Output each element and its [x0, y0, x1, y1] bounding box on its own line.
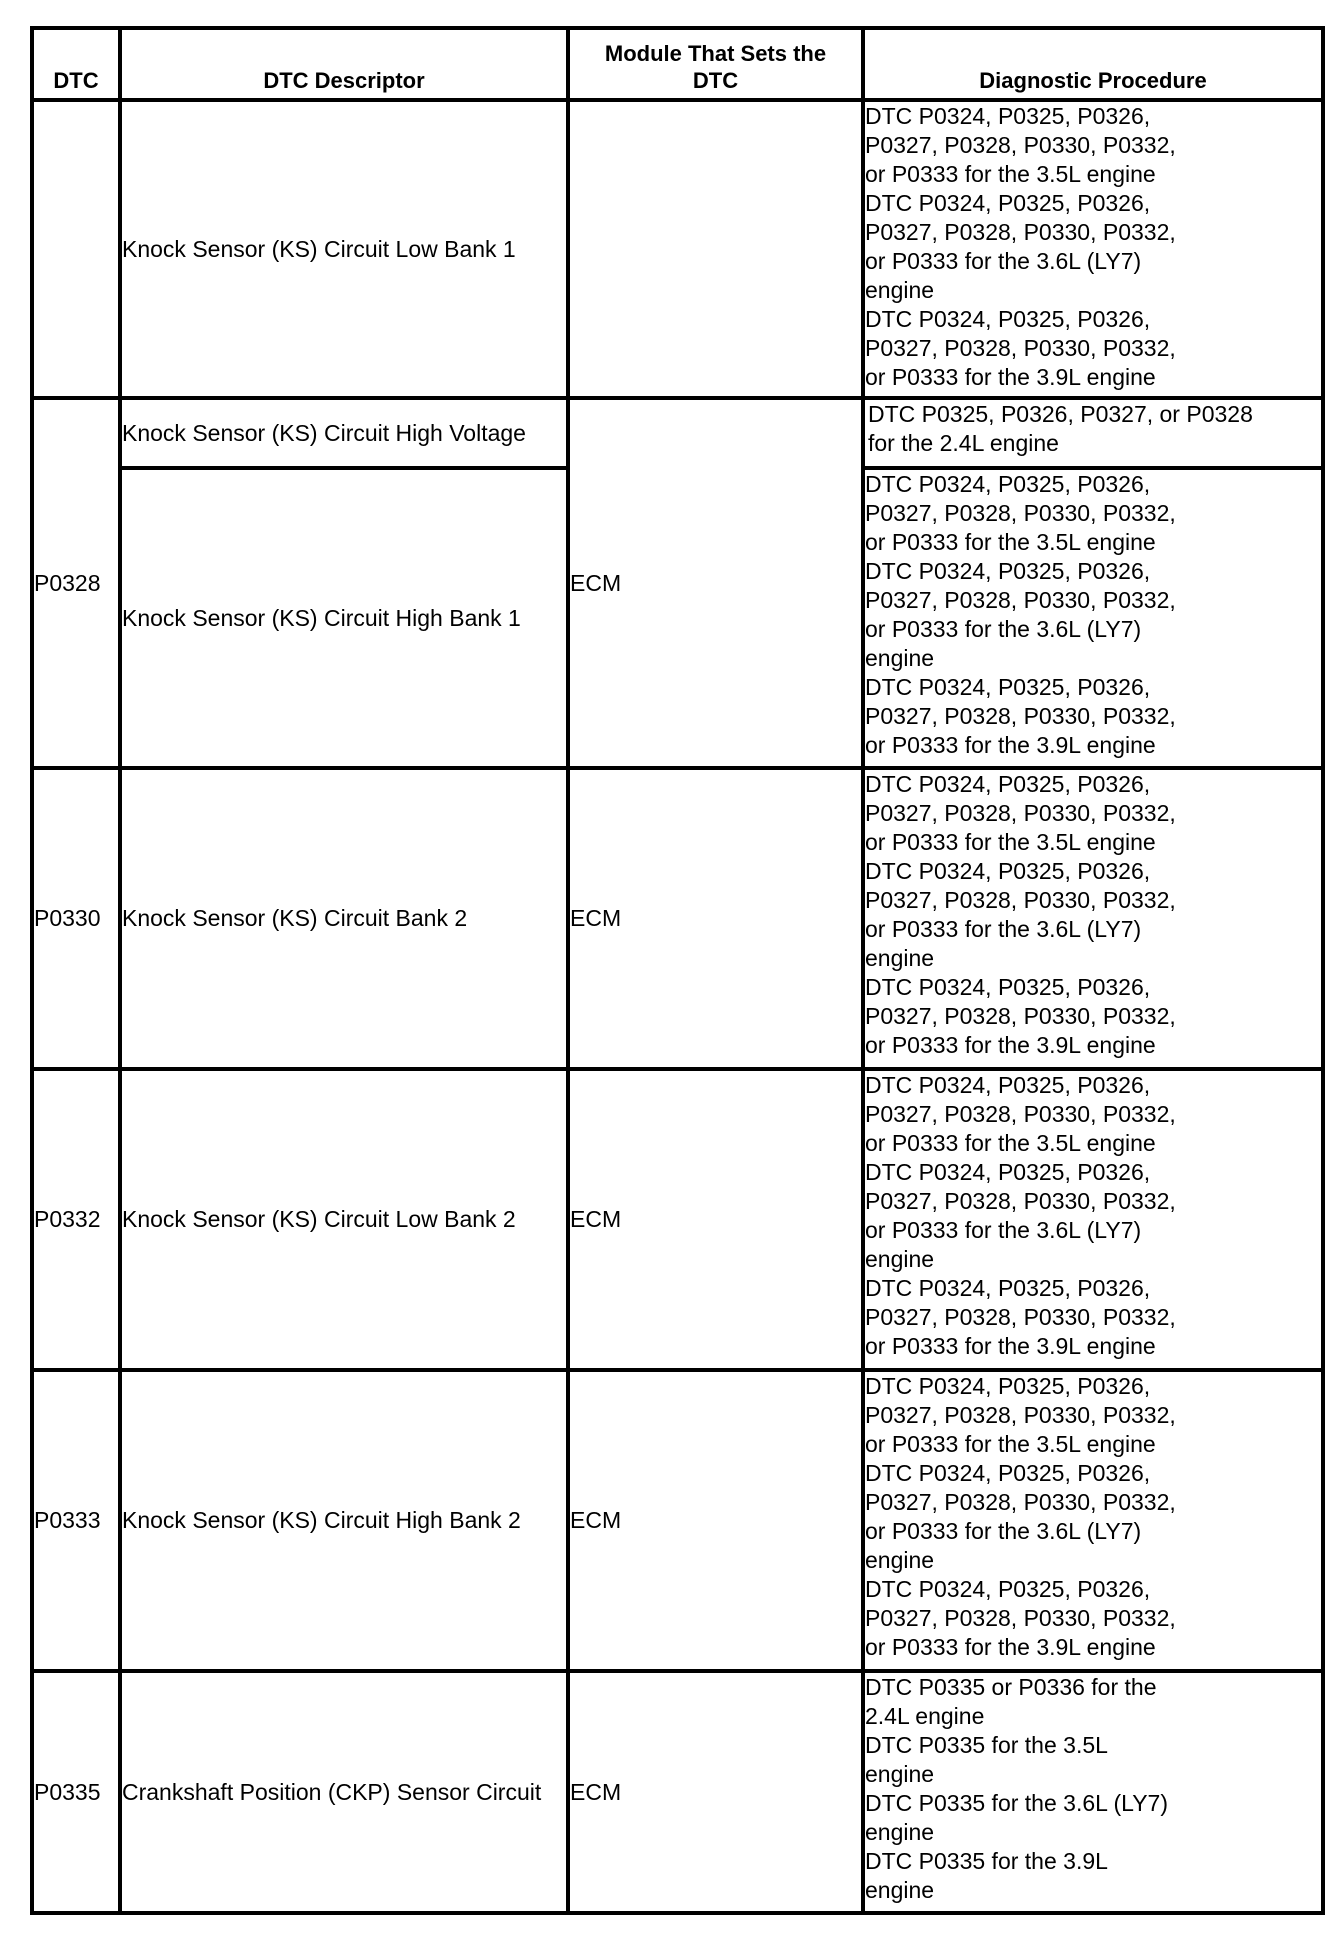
procedure-line: or P0333 for the 3.5L engine: [865, 829, 1156, 855]
header-dtc: DTC: [32, 28, 120, 100]
procedure-line: or P0333 for the 3.6L (LY7): [865, 1518, 1142, 1544]
procedure-line: or P0333 for the 3.5L engine: [865, 1130, 1156, 1156]
table-row: [32, 398, 1323, 468]
procedure-line: engine: [865, 277, 935, 303]
diagnostic-procedure: [863, 100, 1323, 398]
procedure-line: DTC P0324, P0325, P0326,: [865, 1275, 1151, 1301]
procedure-line: DTC P0324, P0325, P0326,: [865, 1576, 1151, 1602]
procedure-line: DTC P0324, P0325, P0326,: [865, 103, 1151, 129]
procedure-line: or P0333 for the 3.9L engine: [865, 1634, 1156, 1660]
procedure-line: P0327, P0328, P0330, P0332,: [865, 1003, 1176, 1029]
dtc-descriptor: Knock Sensor (KS) Circuit Low Bank 2: [120, 1069, 568, 1370]
dtc-code: P0335: [32, 1671, 120, 1913]
module: ECM: [568, 768, 863, 1069]
procedure-line: P0327, P0328, P0330, P0332,: [865, 800, 1176, 826]
procedure-line: engine: [865, 1877, 935, 1903]
procedure-line: DTC P0324, P0325, P0326,: [865, 674, 1151, 700]
dtc-descriptor: Knock Sensor (KS) Circuit High Bank 2: [120, 1370, 568, 1671]
diagnostic-procedure: [863, 768, 1323, 1069]
dtc-code: P0333: [32, 1370, 120, 1671]
procedure-line: P0327, P0328, P0330, P0332,: [865, 1101, 1176, 1127]
procedure-line: DTC P0324, P0325, P0326,: [865, 306, 1151, 332]
module: [568, 100, 863, 398]
procedure-line: or P0333 for the 3.5L engine: [865, 161, 1156, 187]
diagnostic-procedure: [863, 1671, 1323, 1913]
dtc-descriptor: Knock Sensor (KS) Circuit High Voltage: [120, 398, 568, 468]
diagnostic-procedure: [863, 398, 1323, 468]
procedure-line: P0327, P0328, P0330, P0332,: [865, 1605, 1176, 1631]
procedure-line: engine: [865, 945, 935, 971]
procedure-line: DTC P0335 for the 3.6L (LY7): [865, 1790, 1168, 1816]
module: ECM: [568, 1370, 863, 1671]
procedure-line: P0327, P0328, P0330, P0332,: [865, 587, 1176, 613]
diagnostic-procedure: [863, 1069, 1323, 1370]
procedure-line: or P0333 for the 3.6L (LY7): [865, 248, 1142, 274]
dtc-table: [30, 26, 1325, 1915]
header-module: [568, 28, 863, 100]
dtc-code: P0332: [32, 1069, 120, 1370]
procedure-line: engine: [865, 645, 935, 671]
procedure-line: P0327, P0328, P0330, P0332,: [865, 887, 1176, 913]
procedure-line: P0327, P0328, P0330, P0332,: [865, 1402, 1176, 1428]
procedure-line: P0327, P0328, P0330, P0332,: [865, 1304, 1176, 1330]
module: ECM: [568, 1671, 863, 1913]
procedure-line: or P0333 for the 3.9L engine: [865, 1032, 1156, 1058]
procedure-line: DTC P0324, P0325, P0326,: [865, 1159, 1151, 1185]
procedure-line: engine: [865, 1547, 935, 1573]
procedure-line: DTC P0324, P0325, P0326,: [865, 858, 1151, 884]
dtc-code: P0330: [32, 768, 120, 1069]
dtc-descriptor: Knock Sensor (KS) Circuit High Bank 1: [120, 468, 568, 768]
header-procedure: Diagnostic Procedure: [863, 28, 1323, 100]
dtc-code: [32, 100, 120, 398]
procedure-line: P0327, P0328, P0330, P0332,: [865, 703, 1176, 729]
header-module-line: Module That Sets the: [604, 41, 827, 66]
procedure-line: DTC P0325, P0326, P0327, or P0328: [868, 401, 1253, 427]
procedure-line: P0327, P0328, P0330, P0332,: [865, 219, 1176, 245]
table-row: [32, 1370, 1323, 1671]
procedure-line: or P0333 for the 3.5L engine: [865, 529, 1156, 555]
header-row: [32, 28, 1323, 100]
procedure-line: P0327, P0328, P0330, P0332,: [865, 132, 1176, 158]
module: ECM: [568, 398, 863, 768]
table-row: [32, 1671, 1323, 1913]
procedure-line: DTC P0324, P0325, P0326,: [865, 1072, 1151, 1098]
procedure-line: or P0333 for the 3.9L engine: [865, 732, 1156, 758]
procedure-line: engine: [865, 1761, 935, 1787]
procedure-line: or P0333 for the 3.6L (LY7): [865, 916, 1142, 942]
procedure-line: DTC P0324, P0325, P0326,: [865, 1373, 1151, 1399]
procedure-line: P0327, P0328, P0330, P0332,: [865, 335, 1176, 361]
dtc-descriptor: Knock Sensor (KS) Circuit Low Bank 1: [120, 100, 568, 398]
dtc-descriptor: Crankshaft Position (CKP) Sensor Circuit: [120, 1671, 568, 1913]
procedure-line: DTC P0324, P0325, P0326,: [865, 558, 1151, 584]
procedure-line: DTC P0335 for the 3.9L: [865, 1848, 1108, 1874]
dtc-code: P0328: [32, 398, 120, 768]
dtc-descriptor: Knock Sensor (KS) Circuit Bank 2: [120, 768, 568, 1069]
procedure-line: or P0333 for the 3.9L engine: [865, 1333, 1156, 1359]
module: ECM: [568, 1069, 863, 1370]
procedure-line: 2.4L engine: [865, 1703, 985, 1729]
header-descriptor: DTC Descriptor: [120, 28, 568, 100]
procedure-line: engine: [865, 1246, 935, 1272]
table-row: [32, 100, 1323, 398]
procedure-line: or P0333 for the 3.6L (LY7): [865, 1217, 1142, 1243]
procedure-line: DTC P0335 or P0336 for the: [865, 1674, 1157, 1700]
procedure-line: DTC P0324, P0325, P0326,: [865, 190, 1151, 216]
diagnostic-procedure: [863, 468, 1323, 768]
procedure-line: P0327, P0328, P0330, P0332,: [865, 500, 1176, 526]
procedure-line: DTC P0335 for the 3.5L: [865, 1732, 1108, 1758]
procedure-line: DTC P0324, P0325, P0326,: [865, 771, 1151, 797]
procedure-line: P0327, P0328, P0330, P0332,: [865, 1188, 1176, 1214]
procedure-line: DTC P0324, P0325, P0326,: [865, 1460, 1151, 1486]
header-module-line: DTC: [692, 68, 739, 93]
diagnostic-procedure: [863, 1370, 1323, 1671]
procedure-line: or P0333 for the 3.9L engine: [865, 364, 1156, 390]
procedure-line: or P0333 for the 3.6L (LY7): [865, 616, 1142, 642]
procedure-line: or P0333 for the 3.5L engine: [865, 1431, 1156, 1457]
procedure-line: DTC P0324, P0325, P0326,: [865, 471, 1151, 497]
procedure-line: engine: [865, 1819, 935, 1845]
table-row: [32, 768, 1323, 1069]
procedure-line: DTC P0324, P0325, P0326,: [865, 974, 1151, 1000]
procedure-line: for the 2.4L engine: [868, 430, 1059, 456]
table-row: [32, 1069, 1323, 1370]
procedure-line: P0327, P0328, P0330, P0332,: [865, 1489, 1176, 1515]
